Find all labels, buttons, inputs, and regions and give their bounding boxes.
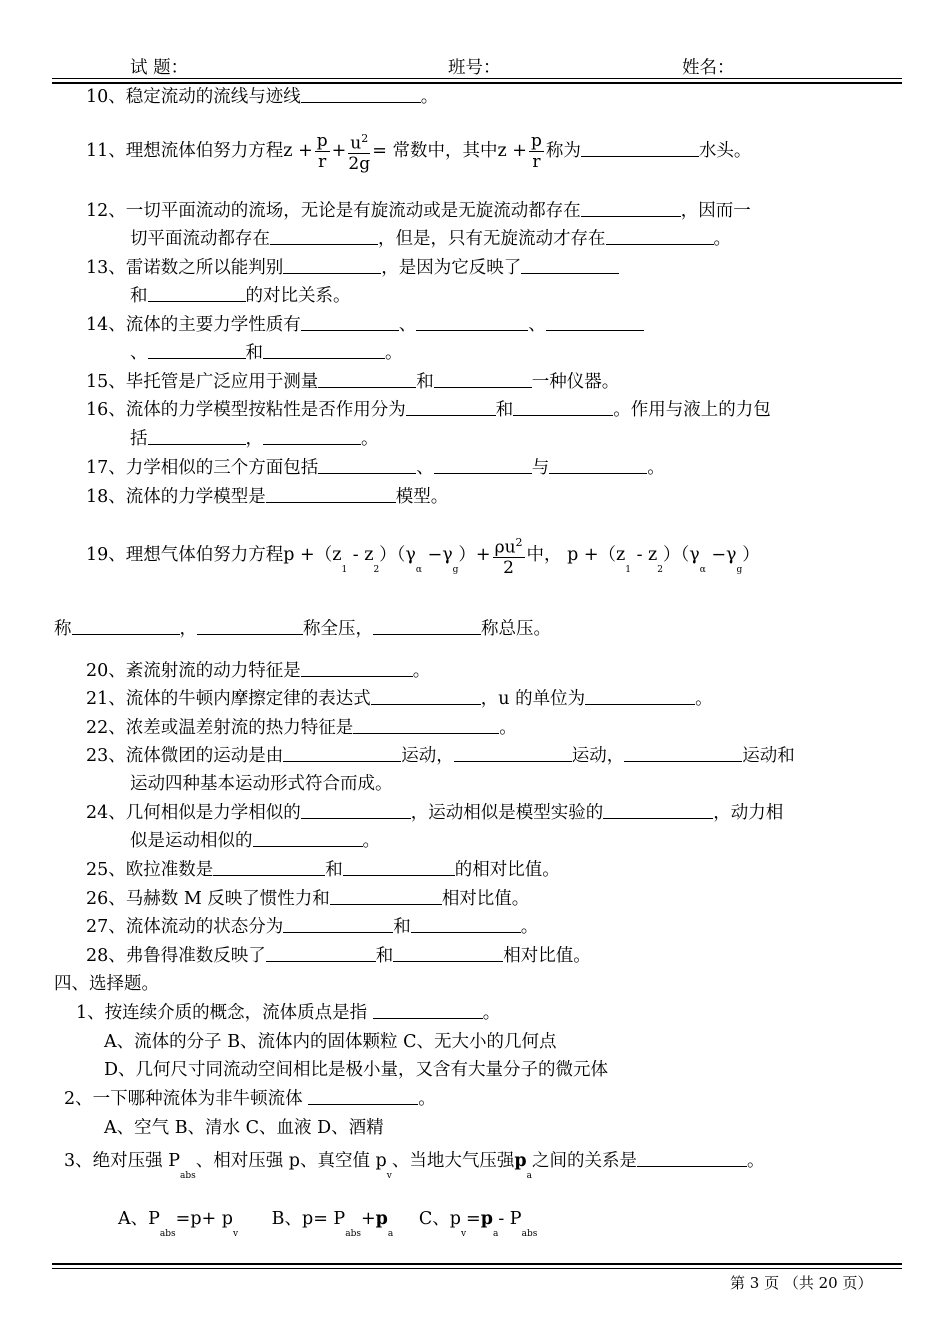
question-16-line2: 括 ， 。 bbox=[130, 429, 379, 449]
question-19-line2: 称 ， 称全压， 称总压。 bbox=[54, 619, 551, 639]
question-14-line1: 14、流体的主要力学性质有 、 、 bbox=[86, 314, 644, 336]
choice-1: 1、按连续介质的概念，流体质点是指 。 bbox=[76, 1003, 501, 1023]
exam-label: 试 题： bbox=[130, 58, 189, 78]
choice-3: 3、绝对压强 $P_{abs}$、相对压强 p、真空值 $p_v$、当地大气压强$p_a$之间的关系是 。 bbox=[64, 1151, 765, 1181]
header-rule-top bbox=[52, 78, 902, 79]
question-12-line1: 12、一切平面流动的流场，无论是有旋流动或是无旋流动都存在 ，因而一 bbox=[86, 201, 751, 221]
question-16-line1: 16、流体的力学模型按粘性是否作用分为 和 。作用与液上的力包 bbox=[86, 400, 771, 420]
header-rule-bottom bbox=[52, 82, 902, 84]
footer-rule-bottom bbox=[52, 1268, 902, 1269]
question-12-line2: 切平面流动都存在 ，但是，只有无旋流动才存在 。 bbox=[130, 229, 731, 249]
question-17: 17、力学相似的三个方面包括 、 与 。 bbox=[86, 458, 665, 478]
question-14-line2: 、 和 。 bbox=[130, 343, 403, 363]
question-22: 22、浓差或温差射流的热力特征是 。 bbox=[86, 718, 517, 738]
question-28: 28、弗鲁得准数反映了 和 相对比值。 bbox=[86, 946, 591, 966]
question-23-line1: 23、流体微团的运动是由 运动， 运动， 运动和 bbox=[86, 746, 795, 766]
question-21: 21、流体的牛顿内摩擦定律的表达式 ，u 的单位为 。 bbox=[86, 689, 713, 709]
question-26: 26、马赫数 M 反映了惯性力和 相对比值。 bbox=[86, 889, 530, 909]
question-23-line2: 运动四种基本运动形式符合而成。 bbox=[130, 774, 393, 794]
question-25: 25、欧拉准数是 和 的相对比值。 bbox=[86, 860, 560, 880]
question-11: 11、理想流体伯努力方程z + $\frac{p}{r}$ + $\frac{u^2}{2g}$ = 常数中，其中z + $\frac{p}{r}$ 称为 水头。 bbox=[86, 126, 751, 176]
question-13-line1: 13、雷诺数之所以能判别 ，是因为它反映了 bbox=[86, 257, 619, 279]
name-label: 姓名： bbox=[682, 58, 735, 78]
question-19: 19、理想气体伯努力方程$p +(z_1 - z_2)(\gamma_\alpha -\gamma_g)+$ $\frac{\rho u^2}{2}$ 中， $p +(z_1 - z_2)(\gamma_\alpha -\gamma_g)$ bbox=[86, 530, 760, 583]
choice-3-options: A、$P_{abs}=p+ p_v$ B、$p= P_{abs}+p_a$ C、$p_v=p_a-$ $P_{abs}$ bbox=[118, 1209, 538, 1239]
page-number: 第 3 页 （共 20 页） bbox=[730, 1274, 873, 1292]
choice-2: 2、一下哪种流体为非牛顿流体 。 bbox=[64, 1089, 436, 1109]
footer-rule-top bbox=[52, 1263, 902, 1265]
question-13-line2: 和 的对比关系。 bbox=[130, 286, 351, 306]
choice-1-options-abc: A、流体的分子 B、流体内的固体颗粒 C、无大小的几何点 bbox=[104, 1032, 557, 1052]
section-4-title: 四、选择题。 bbox=[54, 974, 159, 994]
question-24-line1: 24、几何相似是力学相似的 ，运动相似是模型实验的 ，动力相 bbox=[86, 803, 784, 823]
question-18: 18、流体的力学模型是 模型。 bbox=[86, 487, 449, 507]
question-20: 20、紊流射流的动力特征是 。 bbox=[86, 661, 431, 681]
choice-2-options: A、空气 B、清水 C、血液 D、酒精 bbox=[104, 1118, 384, 1138]
choice-1-option-d: D、几何尺寸同流动空间相比是极小量，又含有大量分子的微元体 bbox=[104, 1060, 609, 1080]
question-24-line2: 似是运动相似的 。 bbox=[130, 831, 380, 851]
question-27: 27、流体流动的状态分为 和 。 bbox=[86, 917, 539, 937]
class-label: 班号： bbox=[448, 58, 501, 78]
question-15: 15、毕托管是广泛应用于测量 和 一种仪器。 bbox=[86, 372, 620, 392]
question-10: 10、稳定流动的流线与迹线 。 bbox=[86, 87, 439, 107]
